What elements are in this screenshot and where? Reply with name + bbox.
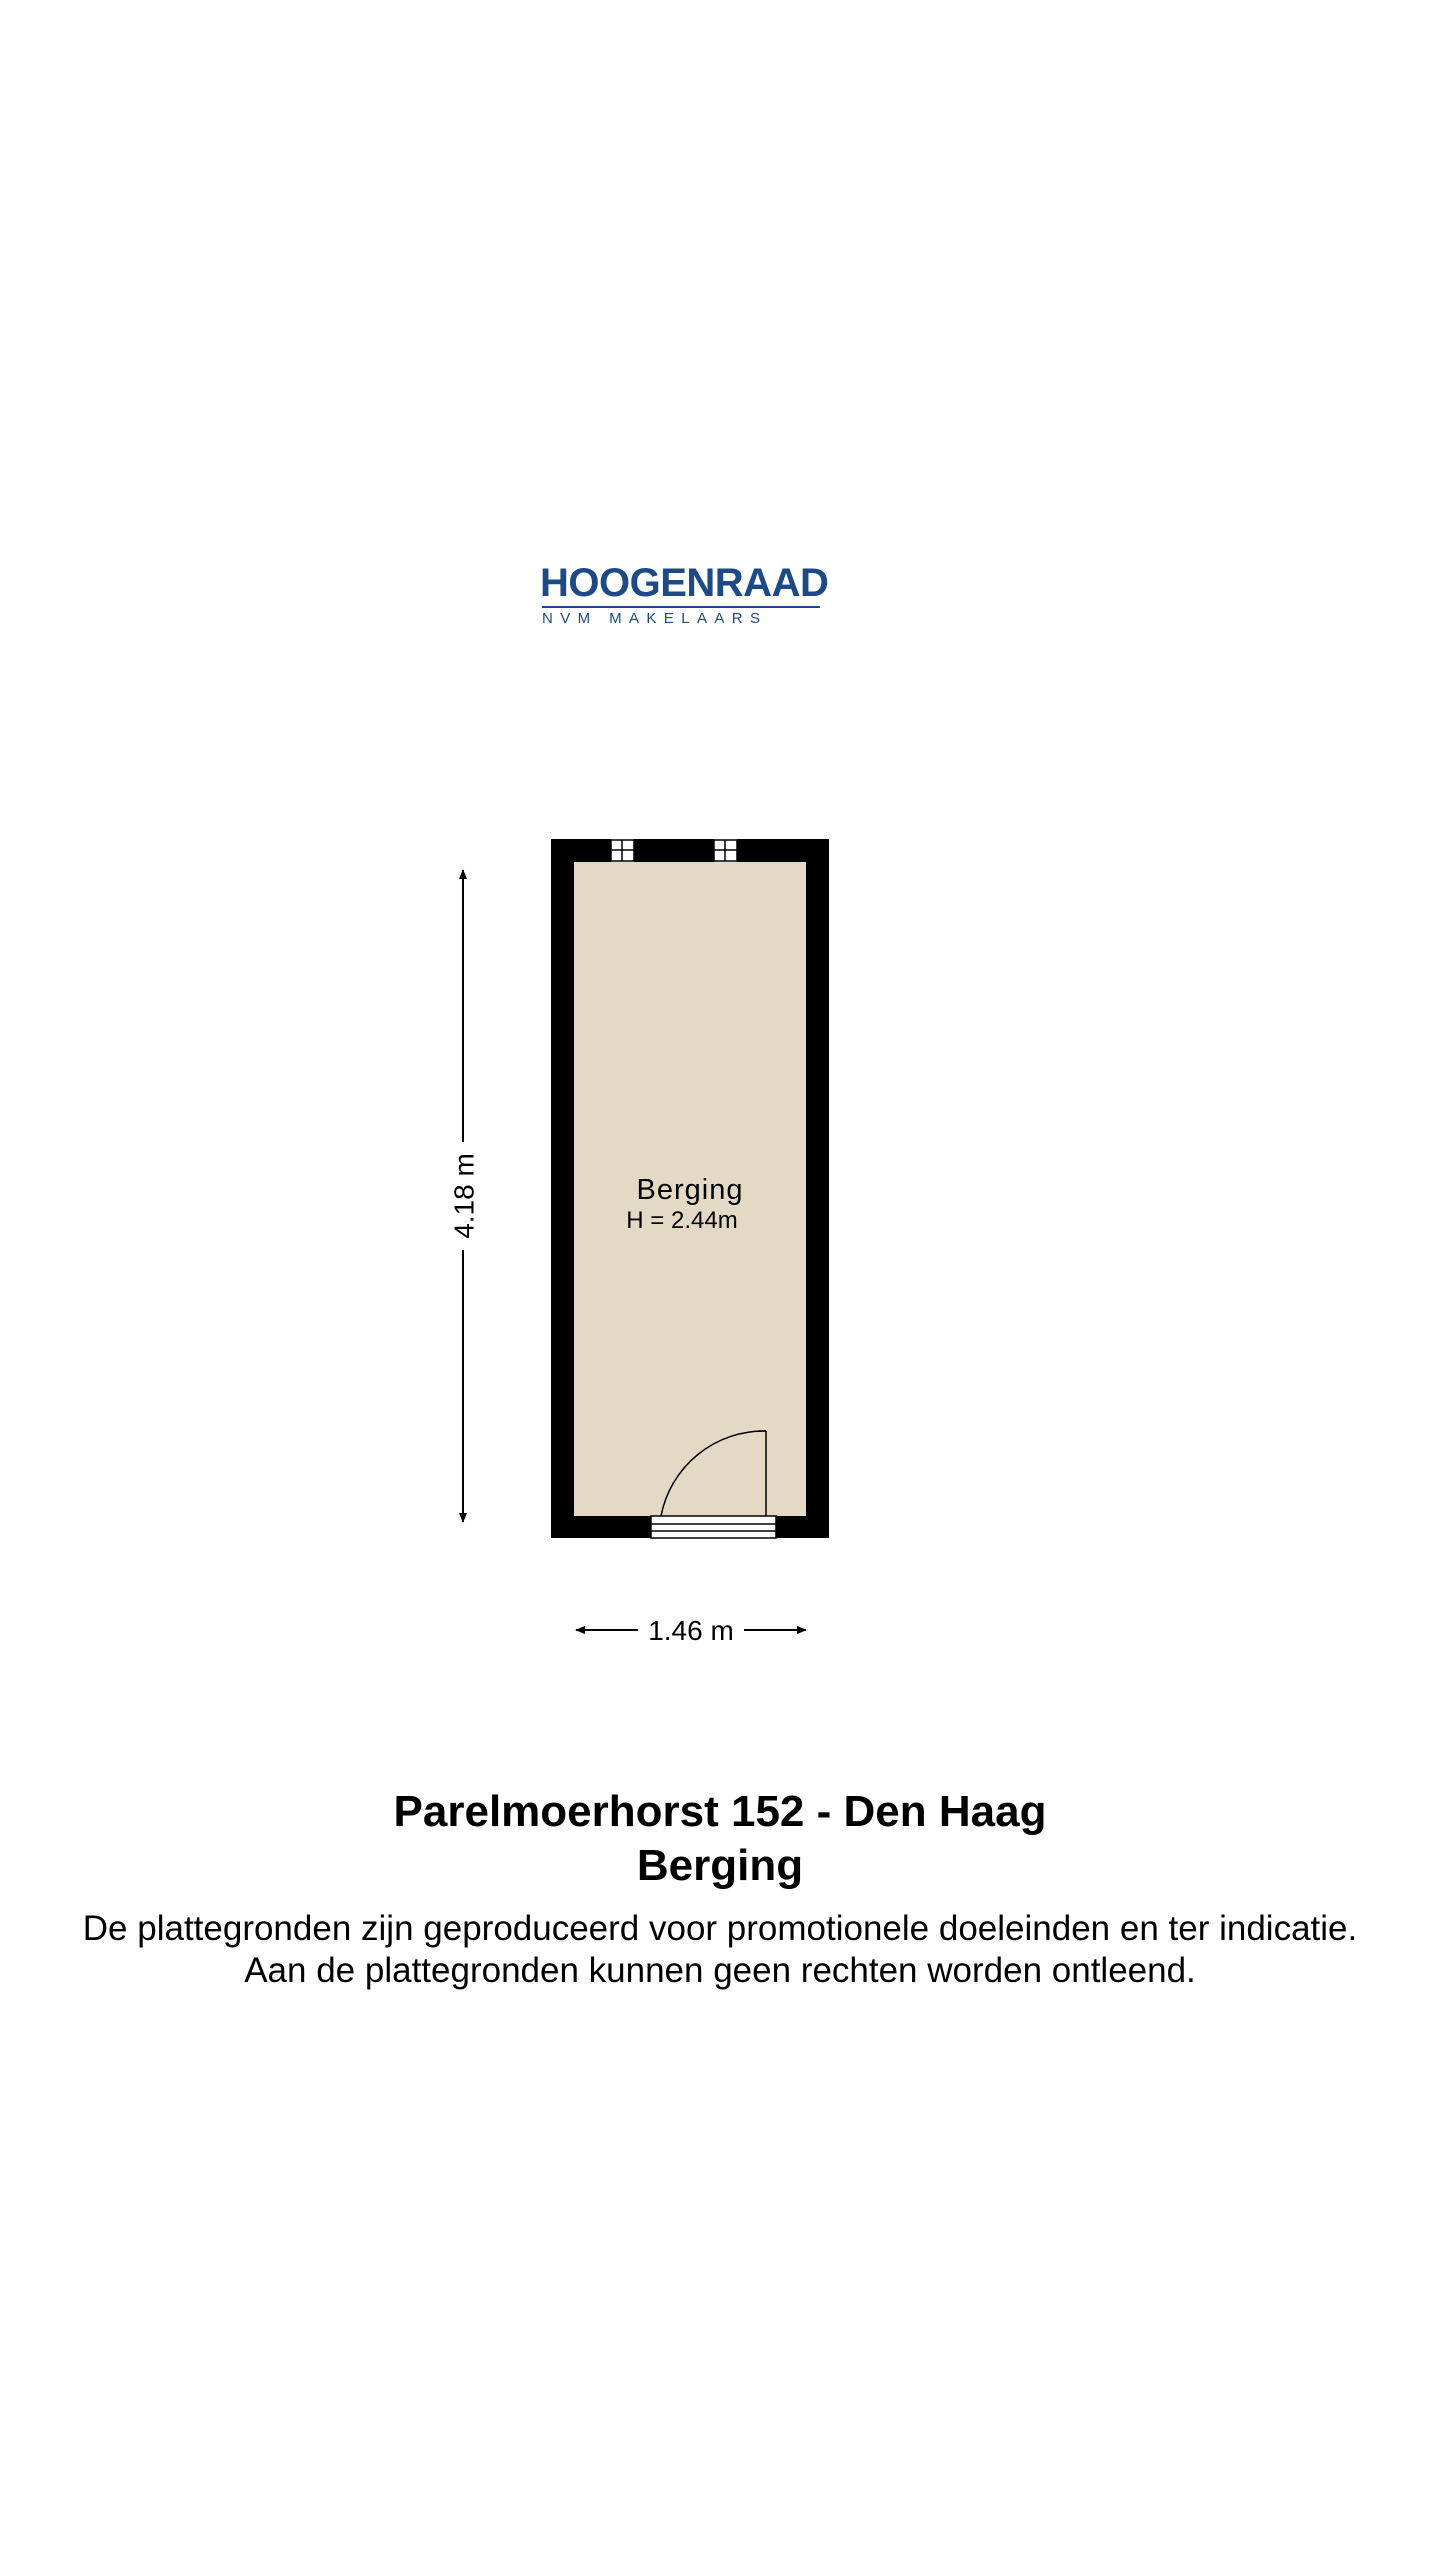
door-threshold [651,1516,776,1538]
dimension-width-label: 1.46 m [648,1615,734,1646]
wall-left [551,839,574,1538]
disclaimer-line-2: Aan de plattegronden kunnen geen rechten worden ontleend. [244,1951,1196,1990]
wall-bottom-right [776,1516,829,1538]
logo-tagline: NVM MAKELAARS [542,610,768,627]
room-name-label: Berging [636,1174,744,1206]
window-left [611,840,634,861]
property-address: Parelmoerhorst 152 - Den Haag [393,1787,1047,1836]
floor-name: Berging [636,1841,804,1890]
disclaimer-line-1: De plattegronden zijn geproduceerd voor promotionele doeleinden en ter indicatie. [82,1909,1358,1948]
wall-top-middle [634,839,714,862]
logo-brand-name: HOOGENRAAD [540,561,829,605]
wall-top-left [551,839,611,862]
disclaimer [0,1908,1440,1992]
wall-top-right [737,839,829,862]
wall-right [806,839,829,1538]
room-height-label: H = 2.44m [626,1207,738,1234]
wall-bottom-left [551,1516,651,1538]
window-right [714,840,737,861]
dimension-height-label: 4.18 m [448,1153,480,1239]
